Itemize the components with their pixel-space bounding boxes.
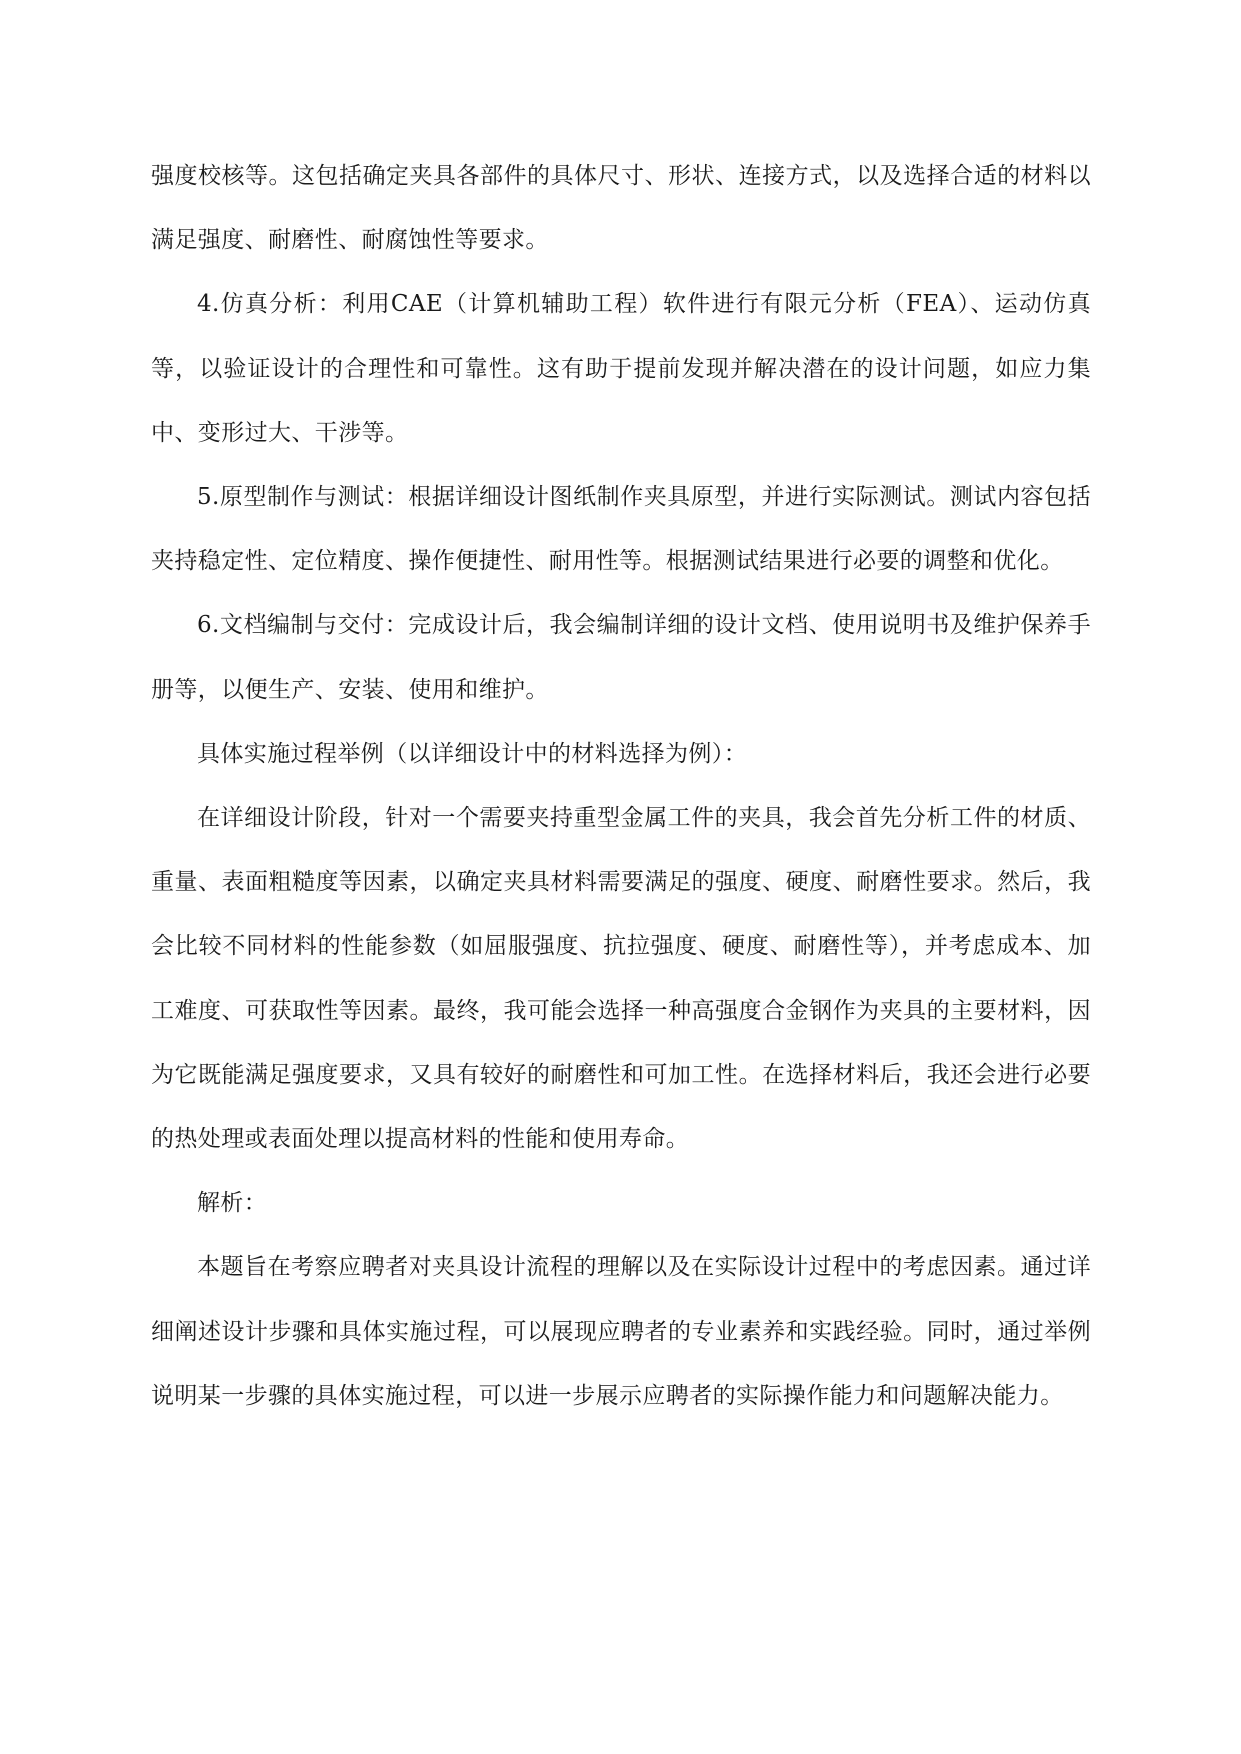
paragraph-example-heading: 具体实施过程举例（以详细设计中的材料选择为例）： — [197, 740, 748, 767]
paragraph-step-6: 6.文档编制与交付：完成设计后，我会编制详细的设计文档、使用说明书及维护保养手册等，以便生产、安装、使用和维护。 — [151, 612, 1091, 703]
document-body — [151, 144, 1091, 1428]
paragraph-analysis-body: 本题旨在考察应聘者对夹具设计流程的理解以及在实际设计过程中的考虑因素。通过详细阐述设计步骤和具体实施过程，可以展现应聘者的专业素养和实践经验。同时，通过举例说明某一步骤的具体实施过程，可以进一步展示应聘者的实际操作能力和问题解决能力。 — [151, 1254, 1091, 1409]
paragraph-step-5: 5.原型制作与测试：根据详细设计图纸制作夹具原型，并进行实际测试。测试内容包括夹持稳定性、定位精度、操作便捷性、耐用性等。根据测试结果进行必要的调整和优化。 — [151, 484, 1091, 575]
paragraph-example-body: 在详细设计阶段，针对一个需要夹持重型金属工件的夹具，我会首先分析工件的材质、重量、表面粗糙度等因素，以确定夹具材料需要满足的强度、硬度、耐磨性要求。然后，我会比较不同材料的性能参数（如屈服强度、抗拉强度、硬度、耐磨性等），并考虑成本、加工难度、可获取性等因素。最终，我可能会选择一种高强度合金钢作为夹具的主要材料，因为它既能满足强度要求，又具有较好的耐磨性和可加工性。在选择材料后，我还会进行必要的热处理或表面处理以提高材料的性能和使用寿命。 — [151, 805, 1091, 1153]
paragraph-analysis-heading: 解析： — [197, 1190, 268, 1217]
paragraph-continued: 强度校核等。这包括确定夹具各部件的具体尺寸、形状、连接方式，以及选择合适的材料以满足强度、耐磨性、耐腐蚀性等要求。 — [151, 163, 1091, 254]
paragraph-step-4: 4.仿真分析：利用CAE（计算机辅助工程）软件进行有限元分析（FEA）、运动仿真等，以验证设计的合理性和可靠性。这有助于提前发现并解决潜在的设计问题，如应力集中、变形过大、干涉等。 — [151, 291, 1091, 446]
